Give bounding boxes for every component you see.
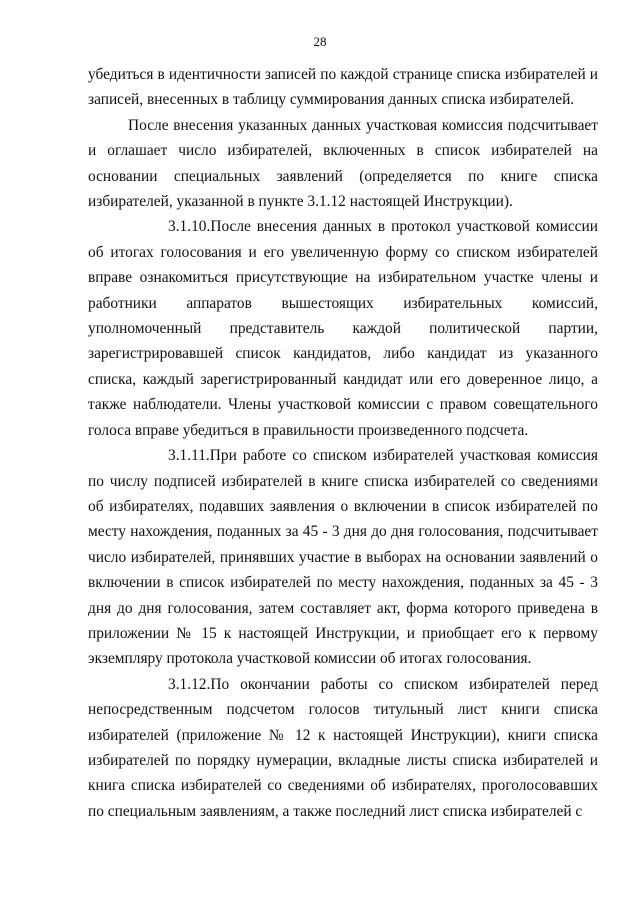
paragraph-continuation: убедиться в идентичности записей по каждой странице списка избирателей и записей, внесенных в таблицу суммирования данных списка избирателей. (88, 66, 598, 109)
document-body (88, 62, 598, 824)
paragraph-3-1-10 (88, 214, 598, 443)
clause-text: При работе со списком избирателей участковая комиссия по числу подписей избирателей в книге списка избирателей со сведениями об избирателях, подавших заявления о включении в список избирателей по месту нахождения, поданных за 45 - 3 дня до дня голосования, подсчитывает число избирателей, принявших участие в выборах на основании заявлений о включении в список избирателей по месту нахождения, поданных за 45 - 3 дня до дня голосования, затем составляет акт, форма которого приведена в приложении № 15 к настоящей Инструкции, и приобщает его к первому экземпляру протокола участковой комиссии об итогах голосования. (88, 447, 598, 668)
clause-number: 3.1.10. (168, 218, 211, 236)
clause-text: По окончании работы со списком избирателей перед непосредственным подсчетом голосов титульный лист книги списка избирателей (приложение № 12 к настоящей Инструкции), книги списка избирателей по порядку нумерации, вкладные листы списка избирателей и книга списка избирателей со сведениями об избирателях, проголосовавших по специальным заявлениям, а также последний лист списка избирателей с (88, 675, 598, 820)
page-number: 28 (313, 34, 327, 49)
clause-number: 3.1.11. (168, 447, 210, 465)
paragraph-3-1-11 (88, 443, 598, 672)
clause-number: 3.1.12. (168, 675, 211, 693)
clause-text: После внесения данных в протокол участковой комиссии об итогах голосования и его увеличенную форму со списком избирателей вправе ознакомиться присутствующие на избирательном участке члены и работники аппаратов вышестоящих избирательных комиссий, уполномоченный представитель каждой политической партии, зарегистрировавшей список кандидатов, либо кандидат из указанного списка, каждый зарегистрированный кандидат или его доверенное лицо, а также наблюдатели. Члены участковой комиссии с правом совещательного голоса вправе убедиться в правильности произведенного подсчета. (88, 218, 598, 439)
paragraph-3-1-12 (88, 672, 598, 824)
paragraph-vote-count-announcement: После внесения указанных данных участковая комиссия подсчитывает и оглашает число избирателей, включенных в список избирателей на основании специальных заявлений (определяется по книге списка избирателей, указанной в пункте 3.1.12 настоящей Инструкции). (88, 116, 598, 211)
